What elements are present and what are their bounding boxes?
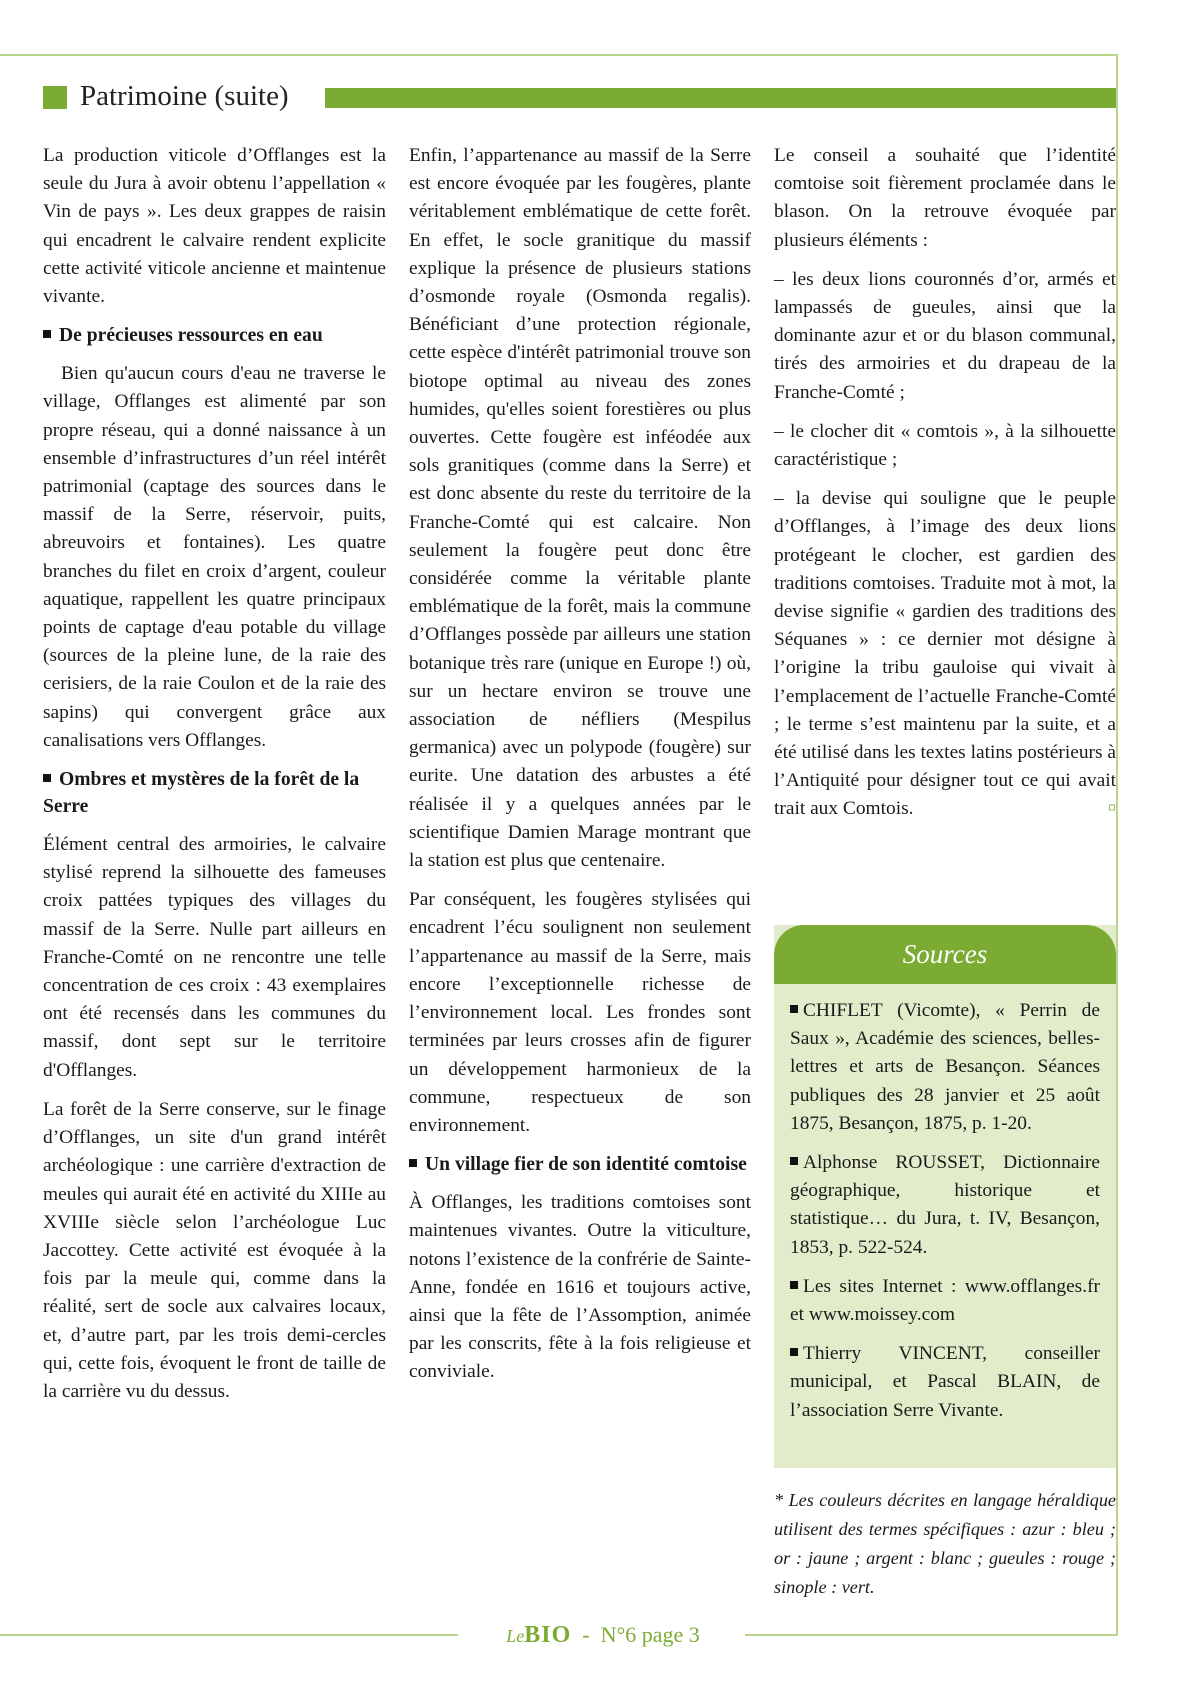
paragraph: Élément central des armoiries, le calvaire stylisé reprend la silhouette des fameuses croix pattées typiques des villages du massif de la Serre. Nulle part ailleurs en Franche-Comté on ne rencontre une telle concentration de ces croix : 43 exemplaires ont été recensés dans les communes du massif, dont sept sur le territoire d'Offlanges. — [43, 834, 386, 1081]
source-item — [790, 1273, 1100, 1329]
page-frame-bottom-right — [745, 1634, 1118, 1636]
page-footer — [478, 1618, 728, 1652]
paragraph: – les deux lions couronnés d’or, armés et lampassés de gueules, ainsi que la dominante azur et or du blason communal, tirés des armoiries et du drapeau de la Franche-Comté ; — [774, 268, 1116, 403]
source-item-text: Alphonse ROUSSET, Dictionnaire géographique, historique et statistique… du Jura, t. IV, Besançon, 1853, p. 522-524. — [790, 1152, 1100, 1258]
bullet-square-icon — [790, 1157, 798, 1165]
source-item-text: Les sites Internet : www.offlanges.fr et www.moissey.com — [790, 1275, 1100, 1326]
bullet-square-icon — [790, 1281, 798, 1289]
paragraph: La forêt de la Serre conserve, sur le finage d’Offlanges, un site d'un grand intérêt archéologique : une carrière d'extraction de meules qui aurait été en activité du XIIIe au XVIIIe siècle selon l’archéologue Luc Jaccottey. Cette activité est évoquée à la fois par la meule qui, comme dans la réalité, sert de socle aux calvaires locaux, et, d’autre part, par les trois demi-cercles qui, cette fois, évoquent le front de taille de la carrière vu du dessus. — [43, 1098, 386, 1402]
source-item — [790, 1340, 1100, 1425]
source-item-text: Thierry VINCENT, conseiller municipal, et Pascal BLAIN, de l’association Serre Vivante. — [790, 1343, 1100, 1421]
section-heading-text: De précieuses ressources en eau — [59, 325, 323, 347]
page-number: N°6 page 3 — [600, 1622, 700, 1647]
paragraph: La production viticole d’Offlanges est la seule du Jura à avoir obtenu l’appellation « Vin de pays ». Les deux grappes de raisin qui encadrent le calvaire rendent explicite cette activité viticole ancienne et maintenue vivante. — [43, 145, 386, 308]
logo-bio: BIO — [524, 1622, 572, 1648]
header-square-icon — [43, 86, 67, 109]
sources-title: Sources — [774, 925, 1116, 984]
logo-le: Le — [506, 1626, 525, 1646]
paragraph: À Offlanges, les traditions comtoises sont maintenues vivantes. Outre la viticulture, notons l’existence de la confrérie de Sainte-Anne, fondée en 1616 et toujours active, ainsi que la fête de l’Assomption, animée par les conscrits, fête à la fois religieuse et conviviale. — [409, 1192, 751, 1383]
page-frame-bottom-left — [0, 1634, 458, 1636]
footnote: * Les couleurs décrites en langage héraldique utilisent des termes spécifiques : azur : bleu ; or : jaune ; argent : blanc ; gueules : rouge ; sinople : vert. — [774, 1490, 1116, 1597]
section-heading — [43, 322, 386, 349]
header-bar — [325, 88, 1116, 108]
bullet-square-icon — [409, 1159, 417, 1167]
column-2 — [409, 142, 751, 1398]
page-title: Patrimoine (suite) — [80, 80, 289, 112]
paragraph: Enfin, l’appartenance au massif de la Serre est encore évoquée par les fougères, plante véritablement emblématique de cette forêt. En effet, le socle granitique du massif explique la présence de plusieurs stations d’osmonde royale (Osmonda regalis). Bénéficiant d’une protection régionale, cette espèce d'intérêt patrimonial trouve son biotope optimal au niveau des zones humides, qu'elles soient forestières ou plus ouvertes. Cette fougère est inféodée aux sols granitiques (comme dans la Serre) et est donc absente du reste du territoire de la Franche-Comté qui est calcaire. Non seulement la fougère peut donc être considérée comme la véritable plante emblématique de la forêt, mais la commune d’Offlanges possède par ailleurs une station botanique très rare (unique en Europe !) où, sur un hectare environ se trouve une association de néfliers (Mespilus germanica) avec un polypode (fougère) sur eurite. Une datation des arbustes a été réalisée il y a quelques années par le scientifique Damien Marage montrant que la station est plus que centenaire. — [409, 145, 751, 872]
column-1 — [43, 142, 386, 1417]
section-heading — [43, 766, 386, 820]
section-heading-text: Un village fier de son identité comtoise — [425, 1154, 747, 1176]
page-frame-top — [0, 54, 1117, 56]
bullet-square-icon — [790, 1005, 798, 1013]
footer-separator: - — [582, 1622, 590, 1647]
paragraph: Bien qu'aucun cours d'eau ne traverse le village, Offlanges est alimenté par son propre réseau, qui a donné naissance à un ensemble d’infrastructures d’un réel intérêt patrimonial (captage des sources dans le massif de la Serre, réservoir, puits, abreuvoirs et fontaines). Les quatre branches du filet en croix d’argent, couleur aquatique, rappellent les quatre principaux points de captage d'eau potable du village (sources de la pleine lune, de la raie des cerisiers, de la raie Coulon et de la raie des sapins) qui convergent grâce aux canalisations vers Offlanges. — [43, 363, 386, 751]
section-heading — [409, 1151, 751, 1178]
paragraph-with-end-mark — [774, 485, 1116, 823]
source-item — [790, 997, 1100, 1138]
bullet-square-icon — [43, 330, 51, 338]
paragraph: – la devise qui souligne que le peuple d’Offlanges, à l’image des deux lions protégeant le clocher, est gardien des traditions comtoises. Traduite mot à mot, la devise signifie « gardien des traditions des Séquanes » : ce dernier mot désigne à l’origine la tribu gauloise qui vivait à l’emplacement de l’actuelle Franche-Comté ; le terme s’est maintenu par la suite, et a été utilisé dans les textes latins postérieurs à l’Antiquité pour désigner tout ce qui avait trait aux Comtois. — [774, 488, 1116, 820]
end-of-article-icon: ¤ — [1108, 800, 1116, 818]
page-frame-right — [1116, 54, 1118, 1634]
sources-list — [790, 997, 1100, 1436]
column-3 — [774, 142, 1116, 835]
paragraph: Le conseil a souhaité que l’identité comtoise soit fièrement proclamée dans le blason. On la retrouve évoquée par plusieurs éléments : — [774, 145, 1116, 251]
paragraph: Par conséquent, les fougères stylisées qui encadrent l’écu soulignent non seulement l’appartenance au massif de la Serre, mais encore l’exceptionnelle richesse de l’environnement local. Les frondes sont terminées par leurs crosses afin de figurer un développement harmonieux de la commune, respectueux de son environnement. — [409, 889, 751, 1136]
section-heading-text: Ombres et mystères de la forêt de la Serre — [43, 769, 360, 818]
bullet-square-icon — [790, 1348, 798, 1356]
source-item-text: CHIFLET (Vicomte), « Perrin de Saux », Académie des sciences, belles-lettres et arts de Besançon. Séances publiques des 28 janvier et 25 août 1875, Besançon, 1875, p. 1-20. — [790, 1000, 1100, 1134]
source-item — [790, 1149, 1100, 1262]
paragraph: – le clocher dit « comtois », à la silhouette caractéristique ; — [774, 420, 1116, 471]
bullet-square-icon — [43, 774, 51, 782]
